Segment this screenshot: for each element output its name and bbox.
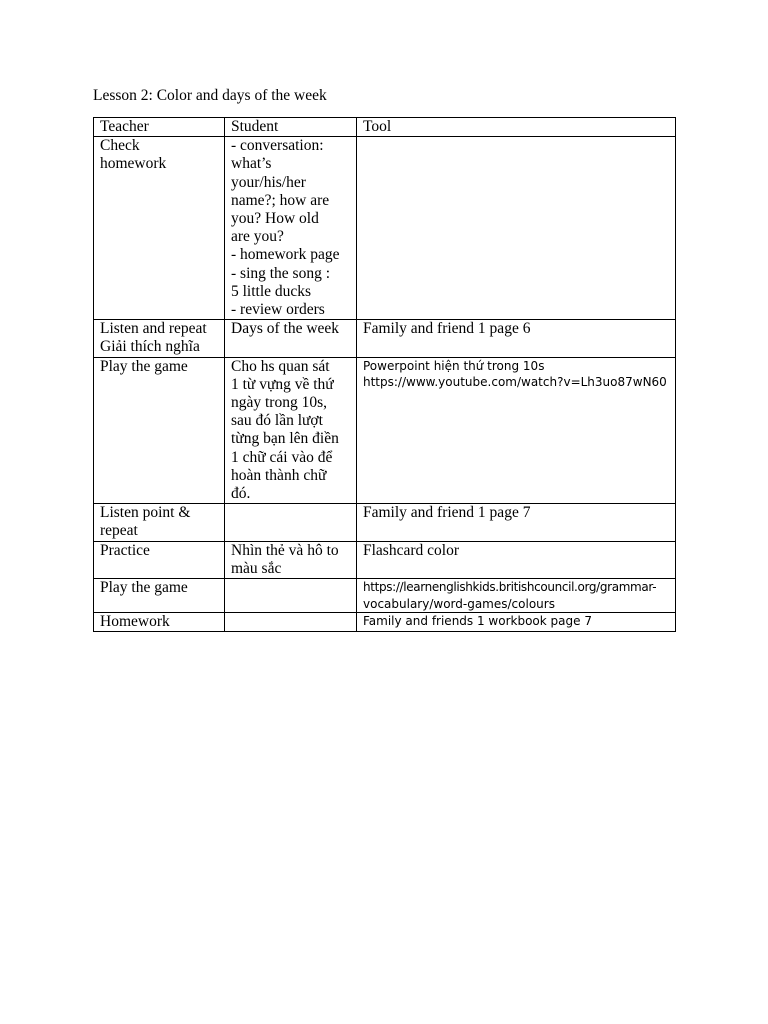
cell-text: Nhìn thẻ và hô to màu sắc [231, 541, 339, 577]
header-teacher: Teacher [94, 118, 225, 137]
cell-teacher [94, 137, 225, 320]
cell-text: Listen and repeat Giải thích nghĩa [100, 320, 207, 356]
cell-text: Homework [100, 613, 170, 631]
cell-tool [357, 613, 676, 632]
cell-tool [357, 320, 676, 357]
britishcouncil-link[interactable]: https://learnenglishkids.britishcouncil.org/grammar- [363, 580, 657, 595]
table-row [94, 579, 676, 613]
cell-tool [357, 504, 676, 541]
header-student: Student [225, 118, 357, 137]
table-row [94, 613, 676, 632]
cell-text: - conversation: what’s your/his/her name?; how are you? How old are you? - homework page - sing the song : 5 little ducks - review orders [231, 137, 340, 319]
lesson-plan-table [93, 117, 676, 632]
cell-text: Flashcard color [363, 541, 459, 559]
cell-student [225, 504, 357, 541]
table-row [94, 137, 676, 320]
youtube-link[interactable]: https://www.youtube.com/watch?v=Lh3uo87wN60 [363, 375, 667, 390]
cell-teacher [94, 613, 225, 632]
table-header-row [94, 118, 676, 137]
cell-text: Powerpoint hiện thứ trong 10s [363, 358, 545, 373]
cell-text: Family and friends 1 workbook page 7 [363, 614, 592, 629]
cell-student [225, 137, 357, 320]
cell-tool [357, 357, 676, 504]
cell-text: Cho hs quan sát 1 từ vựng về thứ ngày trong 10s, sau đó lần lượt từng bạn lên điền 1 chữ cái vào để hoàn thành chữ đó. [231, 357, 339, 503]
cell-student [225, 541, 357, 578]
cell-tool [357, 579, 676, 613]
cell-teacher [94, 504, 225, 541]
cell-student [225, 579, 357, 613]
britishcouncil-link-continued[interactable]: vocabulary/word-games/colours [363, 596, 555, 611]
cell-teacher [94, 357, 225, 504]
cell-teacher [94, 579, 225, 613]
cell-text: Play the game [100, 579, 188, 597]
table-row [94, 504, 676, 541]
cell-tool [357, 541, 676, 578]
cell-text: Play the game [100, 357, 188, 375]
cell-student [225, 320, 357, 357]
cell-text: Family and friend 1 page 6 [363, 320, 531, 338]
cell-student [225, 613, 357, 632]
table-row [94, 541, 676, 578]
cell-teacher [94, 541, 225, 578]
cell-text: Practice [100, 541, 150, 559]
cell-text: Listen point & repeat [100, 504, 191, 540]
table-row [94, 357, 676, 504]
table-row [94, 320, 676, 357]
cell-text: Days of the week [231, 320, 340, 338]
cell-teacher [94, 320, 225, 357]
page-title: Lesson 2: Color and days of the week [93, 87, 327, 104]
cell-text: Family and friend 1 page 7 [363, 504, 531, 522]
cell-text: Check homework [100, 137, 167, 173]
cell-tool [357, 137, 676, 320]
header-tool: Tool [357, 118, 676, 137]
cell-student [225, 357, 357, 504]
